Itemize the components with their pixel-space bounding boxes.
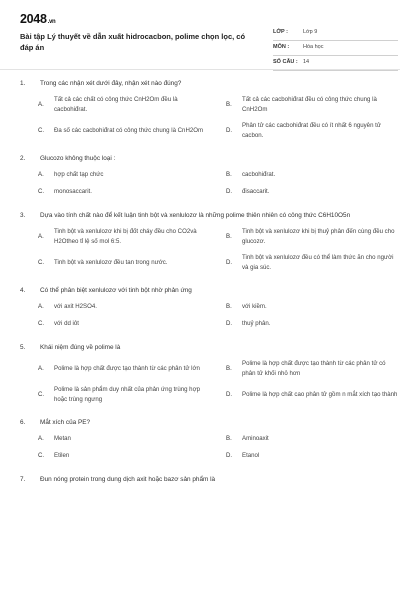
answer-option[interactable] (38, 359, 210, 378)
meta-value: Hóa học (303, 44, 324, 50)
option-letter: B. (226, 303, 232, 311)
question-item (20, 475, 380, 485)
question-list (20, 79, 398, 499)
option-text: Etanol (242, 452, 260, 460)
question-text: Có thể phân biệt xenlulozơ với tinh bột nhờ phản ứng (40, 287, 192, 294)
answer-option[interactable] (38, 95, 210, 114)
question-stem (20, 79, 380, 89)
logo-text: 2048 (20, 12, 47, 26)
option-text: Metan (54, 435, 71, 443)
answer-option[interactable] (226, 434, 398, 444)
option-letter: C. (38, 390, 45, 398)
option-text: Etilen (54, 452, 70, 460)
option-letter: C. (38, 126, 45, 134)
option-text: Tinh bột và xenlulozơ khi bị đốt cháy đều cho CO2và H2Otheo tỉ lệ số mol 6:5. (54, 228, 197, 245)
option-text: với dd iôt (54, 320, 79, 328)
answer-option[interactable] (226, 253, 398, 272)
option-text: với axit H2SO4. (54, 303, 97, 311)
answer-option[interactable] (38, 451, 210, 461)
option-letter: D. (226, 126, 233, 134)
option-letter: C. (38, 320, 45, 328)
option-letter: A. (38, 171, 44, 179)
meta-label: LỚP : (273, 29, 288, 35)
answer-option[interactable] (226, 385, 398, 404)
answer-option[interactable] (226, 319, 398, 329)
question-number: 2. (20, 155, 26, 162)
question-text: Đun nóng protein trong dung dịch axit hoặc bazơ sản phẩm là (40, 476, 216, 483)
answer-option[interactable] (38, 187, 210, 197)
answer-option[interactable] (226, 95, 398, 114)
option-text: Đa số các cacbohiđrat có công thức chung là CnH2Om (54, 126, 204, 134)
answer-options (20, 95, 380, 140)
option-letter: D. (226, 188, 233, 196)
question-item (20, 154, 380, 197)
option-text: đisaccarit. (242, 188, 270, 196)
option-letter: C. (38, 188, 45, 196)
question-text: Mắt xích của PE? (40, 419, 91, 426)
answer-option[interactable] (38, 253, 210, 272)
option-text: Tất cả các chất có công thức CnH2Om đều là cacbohiđrat. (54, 96, 178, 113)
option-letter: A. (38, 232, 44, 240)
option-letter: C. (38, 452, 45, 460)
meta-info (273, 26, 398, 71)
document-title: Bài tập Lý thuyết về dẫn xuất hidrocacbon, polime chọn lọc, có đáp án (20, 32, 246, 52)
question-stem (20, 286, 380, 296)
option-text: Tinh bột và xenlulozơ đều tan trong nước. (54, 258, 168, 266)
answer-options (20, 227, 395, 272)
answer-option[interactable] (38, 434, 210, 444)
answer-option[interactable] (226, 187, 398, 197)
question-item (20, 79, 380, 140)
option-letter: B. (226, 232, 232, 240)
answer-option[interactable] (38, 170, 210, 180)
question-number: 5. (20, 344, 26, 351)
question-stem (20, 343, 380, 353)
option-letter: D. (226, 258, 233, 266)
question-stem (20, 211, 380, 221)
question-number: 6. (20, 419, 26, 426)
answer-option[interactable] (226, 170, 398, 180)
question-text: Khái niệm đúng về polime là (40, 344, 121, 351)
answer-option[interactable] (226, 121, 398, 140)
question-number: 1. (20, 80, 26, 87)
question-item (20, 211, 395, 272)
answer-option[interactable] (226, 227, 398, 246)
option-letter: D. (226, 320, 233, 328)
option-text: cacbohiđrat. (242, 171, 276, 179)
answer-option[interactable] (38, 121, 210, 140)
option-text: thuỷ phân. (242, 320, 271, 328)
site-logo[interactable] (20, 12, 55, 26)
option-letter: D. (226, 390, 233, 398)
meta-row-subject (273, 41, 398, 56)
question-item (20, 343, 398, 404)
option-text: Polime là sản phẩm duy nhất của phản ứng trùng hợp hoặc trùng ngưng (54, 386, 200, 403)
option-text: với kiềm. (242, 303, 267, 311)
question-number: 4. (20, 287, 26, 294)
option-text: hợp chất tạp chức (54, 171, 104, 179)
answer-option[interactable] (226, 451, 398, 461)
option-letter: C. (38, 258, 45, 266)
meta-row-class (273, 26, 398, 41)
meta-label: SỐ CÂU : (273, 59, 298, 65)
answer-option[interactable] (226, 359, 398, 378)
meta-value: 14 (303, 59, 310, 65)
option-letter: B. (226, 171, 232, 179)
answer-option[interactable] (38, 302, 210, 312)
answer-options (20, 434, 380, 461)
question-number: 7. (20, 476, 26, 483)
question-item (20, 286, 380, 329)
header-divider (0, 69, 400, 70)
option-text: Phân tử các cacbohiđrat đều có ít nhất 6 nguyên tử cacbon. (242, 122, 381, 139)
option-letter: B. (226, 364, 232, 372)
option-letter: A. (38, 303, 44, 311)
answer-option[interactable] (38, 385, 210, 404)
meta-value: Lớp 9 (303, 29, 318, 35)
answer-options (20, 170, 380, 197)
option-letter: D. (226, 452, 233, 460)
option-text: Polime là hợp chất được tạo thành từ các phân tử lớn (54, 364, 200, 372)
option-letter: A. (38, 100, 44, 108)
option-text: Tinh bột và xenlulozơ khi bị thuỷ phân đến cùng đều cho glucozơ. (242, 228, 395, 245)
question-number: 3. (20, 212, 26, 219)
option-text: Tất cả các cacbohiđrat đều có công thức chung là CnH2Om (242, 96, 377, 113)
document-header (20, 12, 380, 68)
question-stem (20, 475, 380, 485)
answer-option[interactable] (38, 319, 210, 329)
question-text: Glucozo không thuộc loại : (40, 155, 116, 162)
question-item (20, 418, 380, 461)
logo-suffix: .vn (47, 19, 56, 25)
option-letter: A. (38, 435, 44, 443)
answer-option[interactable] (226, 302, 398, 312)
option-letter: B. (226, 100, 232, 108)
option-text: Tinh bột và xenlulozơ đều có thể làm thức ăn cho người và gia súc. (242, 254, 394, 271)
question-text: Trong các nhận xét dưới đây, nhận xét nào đúng? (40, 80, 182, 87)
option-text: Polime là hợp chất được tạo thành từ các phân tử có phân tử khối nhỏ hơn (242, 360, 386, 377)
option-text: monosaccarit. (54, 188, 92, 196)
option-text: Polime là hợp chất cao phân tử gồm n mắt xích tạo thành (242, 390, 398, 398)
answer-options (20, 302, 380, 329)
option-text: Aminoaxit (242, 435, 269, 443)
answer-option[interactable] (38, 227, 210, 246)
question-stem (20, 154, 380, 164)
question-text: Dựa vào tính chất nào để kết luận tinh bột và xenlulozơ là những polime thiên nhiên có công thức C6H10O5n (40, 212, 351, 219)
option-letter: A. (38, 364, 44, 372)
question-stem (20, 418, 380, 428)
meta-label: MÔN : (273, 44, 290, 50)
answer-options (20, 359, 398, 404)
option-letter: B. (226, 435, 232, 443)
